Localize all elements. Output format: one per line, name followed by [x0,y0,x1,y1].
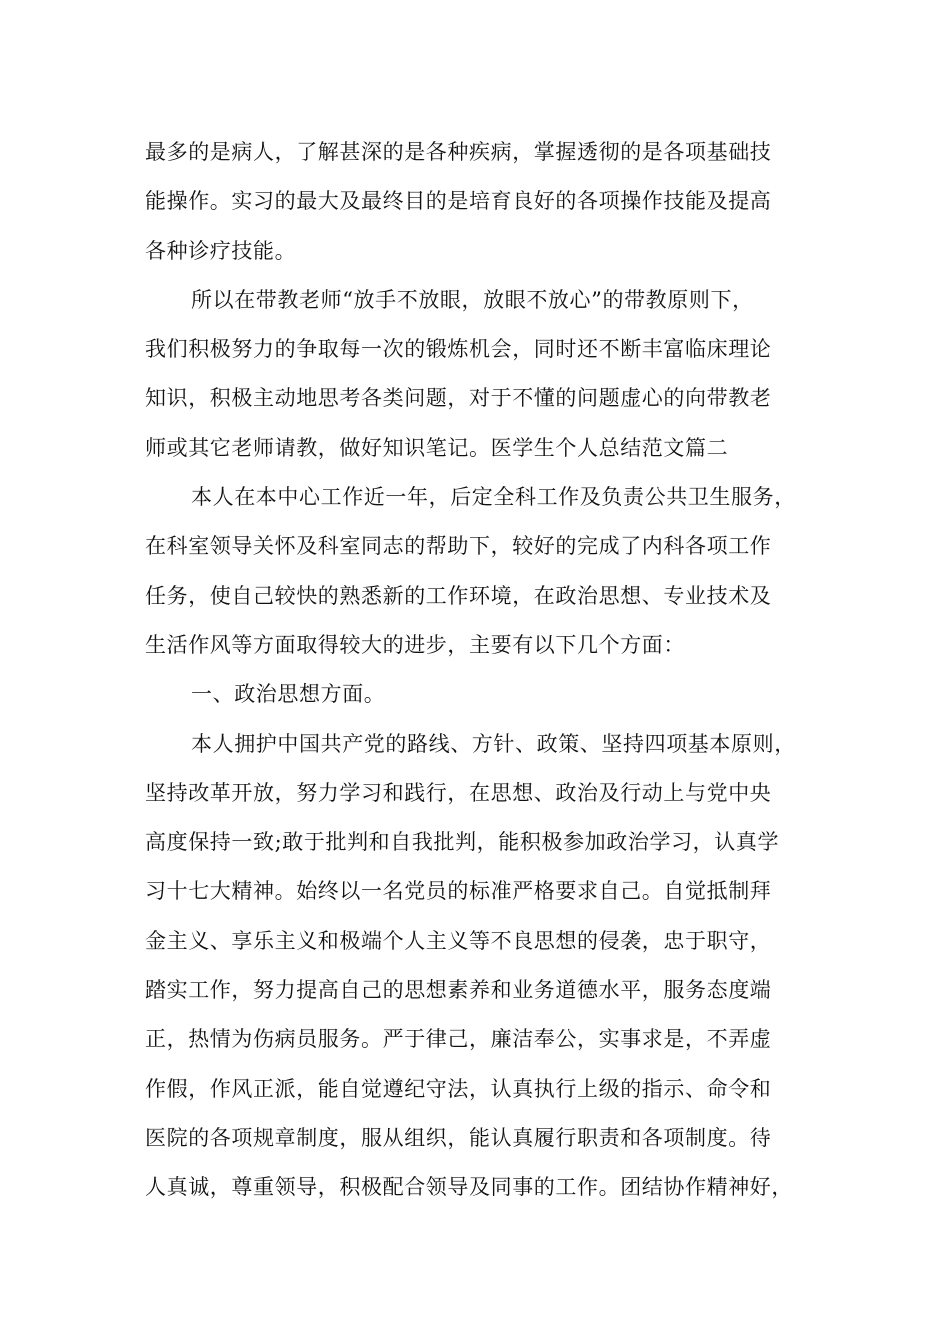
body-line-19: 正，热情为伤病员服务。严于律己，廉洁奉公，实事求是，不弄虚 [145,1027,772,1052]
body-line-6: 知识，积极主动地思考各类问题，对于不懂的问题虚心的向带教老 [145,386,772,411]
body-line-7: 师或其它老师请教，做好知识笔记。医学生个人总结范文篇二 [145,435,729,460]
body-line-13: 本人拥护中国共产党的路线、方针、政策、坚持四项基本原则， [191,731,796,756]
body-line-9: 在科室领导关怀及科室同志的帮助下，较好的完成了内科各项工作 [145,534,772,559]
body-line-11: 生活作风等方面取得较大的进步，主要有以下几个方面： [145,632,685,657]
body-line-5: 我们积极努力的争取每一次的锻炼机会，同时还不断丰富临床理论 [145,337,772,362]
body-line-14: 坚持改革开放，努力学习和践行，在思想、政治及行动上与党中央 [145,780,772,805]
body-line-18: 踏实工作，努力提高自己的思想素养和业务道德水平，服务态度端 [145,978,772,1003]
document-body [145,128,825,1213]
body-line-8: 本人在本中心工作近一年，后定全科工作及负责公共卫生服务， [191,485,796,510]
body-line-17: 金主义、享乐主义和极端个人主义等不良思想的侵袭，忠于职守， [145,928,772,953]
body-line-3: 各种诊疗技能。 [145,238,297,263]
body-line-15: 高度保持一致;敢于批判和自我批判，能积极参加政治学习，认真学 [145,830,780,855]
body-line-20: 作假，作风正派，能自觉遵纪守法，认真执行上级的指示、命令和 [145,1076,772,1101]
section-heading: 一、政治思想方面。 [191,682,386,707]
body-line-1: 最多的是病人，了解甚深的是各种疾病，掌握透彻的是各项基础技 [145,140,772,164]
body-line-2: 能操作。实习的最大及最终目的是培育良好的各项操作技能及提高 [145,189,772,214]
body-line-16: 习十七大精神。始终以一名党员的标准严格要求自己。自觉抵制拜 [145,879,772,904]
body-line-10: 任务，使自己较快的熟悉新的工作环境，在政治思想、专业技术及 [145,583,772,608]
body-line-4: 所以在带教老师“放手不放眼，放眼不放心”的带教原则下， [191,287,754,312]
body-line-21: 医院的各项规章制度，服从组织，能认真履行职责和各项制度。待 [145,1125,772,1150]
body-line-22: 人真诚，尊重领导，积极配合领导及同事的工作。团结协作精神好， [145,1175,793,1200]
